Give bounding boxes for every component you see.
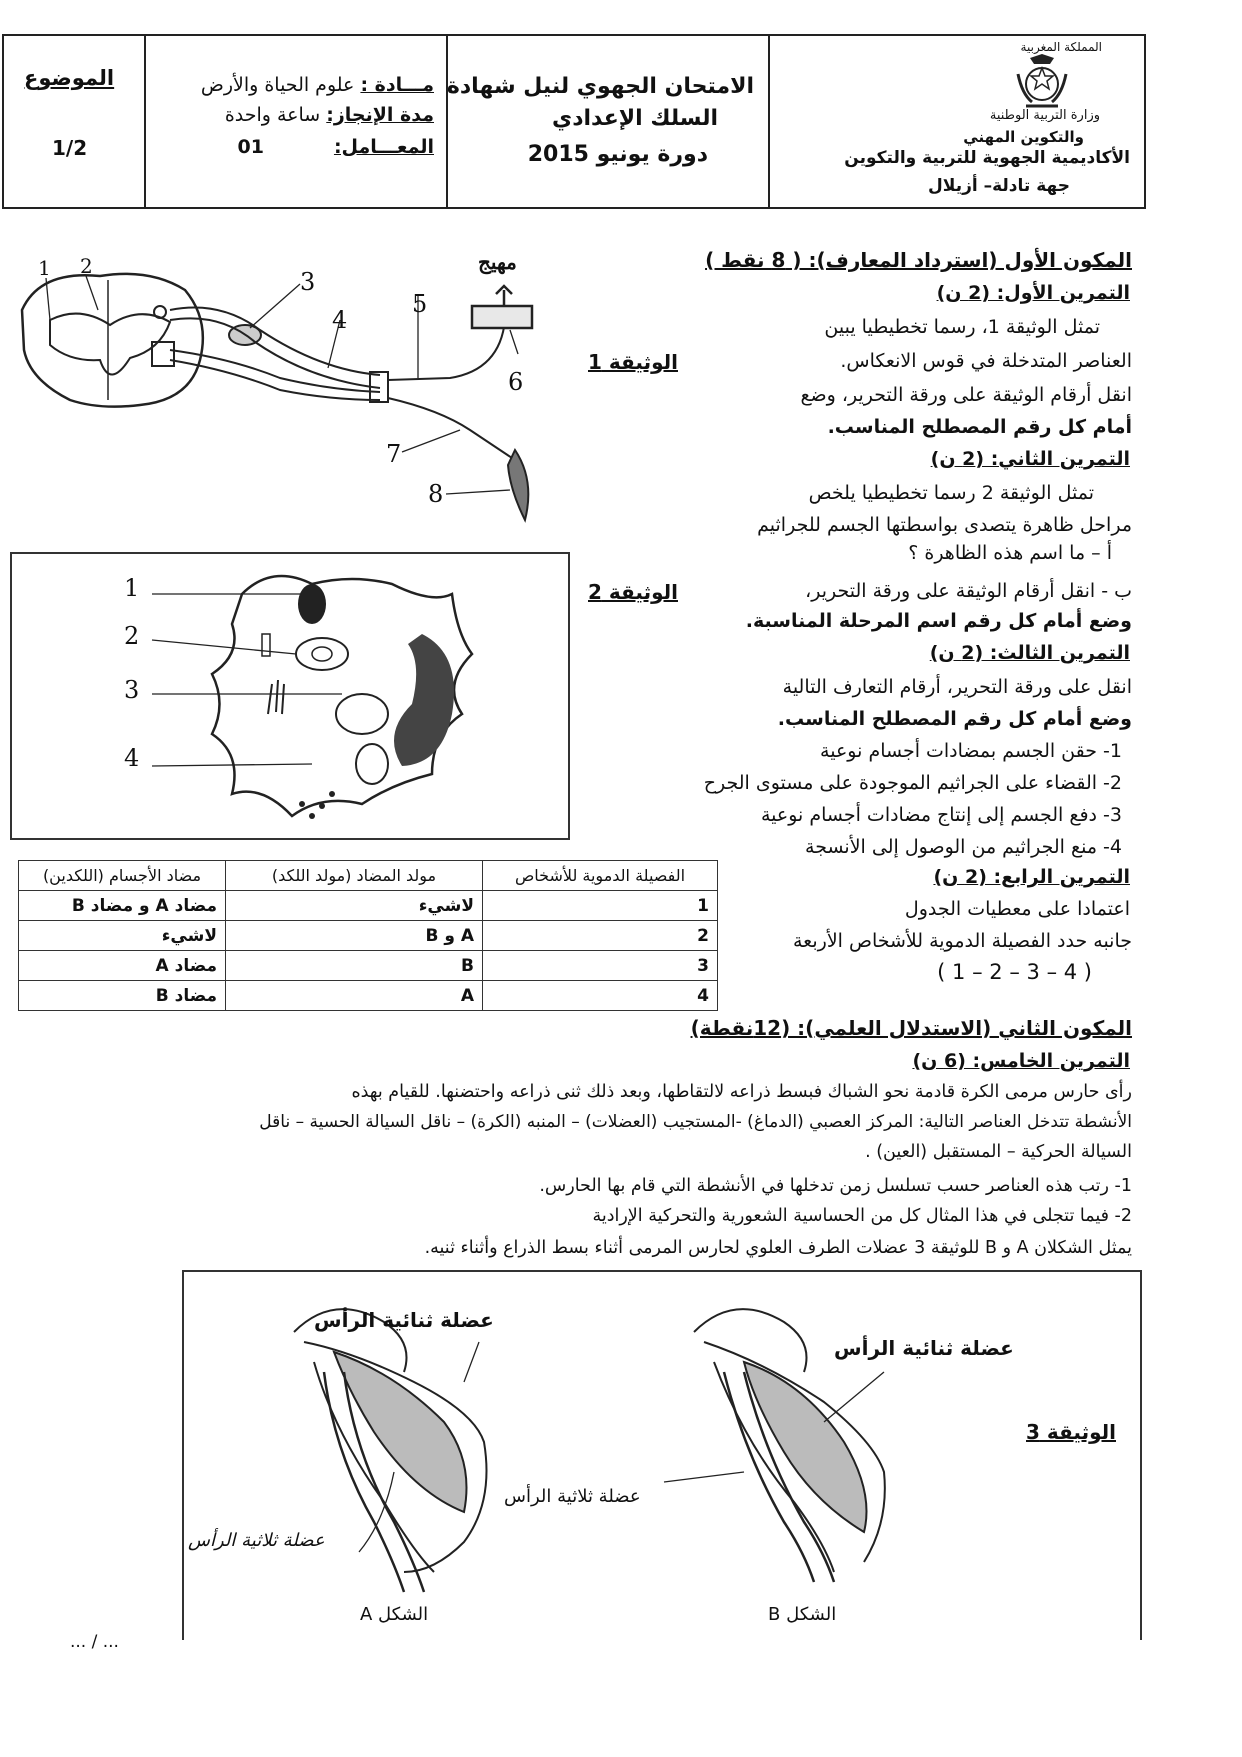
ex1-line1: تمثل الوثيقة 1، رسما تخطيطيا يبين [824, 316, 1100, 338]
table-cell: 4 [483, 981, 718, 1011]
ex1-title: التمرين الأول: (2 ن) [936, 282, 1130, 304]
duration-value: ساعة واحدة [224, 104, 321, 126]
table-header-row [19, 861, 718, 891]
table-row [19, 981, 718, 1011]
blood-group-table [18, 860, 718, 1011]
doc2-number-3: 3 [124, 676, 140, 704]
ex4-line2: جانبه حدد الفصيلة الدموية للأشخاص الأربعة [793, 930, 1132, 952]
table-cell: 1 [483, 891, 718, 921]
part1-title: المكون الأول (استرداد المعارف): ( 8 نقط ) [705, 248, 1132, 272]
table-row [19, 951, 718, 981]
exam-session: دورة يونيو 2015 [527, 142, 708, 167]
reflex-arc-drawing [10, 250, 570, 540]
subject-value: علوم الحياة والأرض [200, 74, 355, 96]
exam-cycle: السلك الإعدادي [552, 106, 718, 131]
ex1-line3: انقل أرقام الوثيقة على ورقة التحرير، وضع [800, 384, 1132, 406]
ex5-question-2: 2- فيما تتجلى في هذا المثال كل من الحساسية الشعورية والتحركية الإرادية [592, 1206, 1132, 1226]
table-cell: لاشيء [19, 921, 226, 951]
table-header: مولد المضاد (مولد اللكد) [226, 861, 483, 891]
doc2-number-2: 2 [124, 622, 140, 650]
topic-label: الموضوع [24, 66, 115, 90]
triceps-label-b: عضلة ثلاثية الرأس [504, 1486, 641, 1507]
table-cell: A [226, 981, 483, 1011]
doc1-label: الوثيقة 1 [588, 350, 678, 374]
ex3-item-4: 4- منع الجراثيم من الوصول إلى الأنسجة [805, 836, 1122, 858]
coef-label: المعـــامل: [333, 136, 434, 158]
region-name: جهة تادلة– أزيلال [928, 176, 1070, 196]
ex2-line2: مراحل ظاهرة يتصدى بواسطتها الجسم للجراثيم [757, 514, 1132, 536]
biceps-label-a: عضلة ثنائية الرأس [314, 1308, 494, 1332]
doc2-label: الوثيقة 2 [588, 580, 678, 604]
stimulus-caption: مهيج [478, 250, 517, 274]
ex2-line1: تمثل الوثيقة 2 رسما تخطيطيا يلخص [808, 482, 1094, 504]
table-row [19, 891, 718, 921]
coef-value: 01 [237, 136, 264, 158]
ex3-line1: انقل على ورقة التحرير، أرقام التعارف التالية [782, 676, 1132, 698]
exam-title-cell [446, 36, 768, 207]
ex2-line3: أ – ما اسم هذه الظاهرة ؟ [908, 542, 1112, 564]
exam-title: الامتحان الجهوي لنيل شهادة [446, 74, 754, 99]
doc1-number-2: 2 [80, 254, 93, 278]
triceps-label-a: عضلة ثلاثية الرأس [188, 1530, 325, 1551]
table-header: الفصيلة الدموية للأشخاص [483, 861, 718, 891]
table-cell: مضاد B [19, 981, 226, 1011]
ex5-line2: الأنشطة تتدخل العناصر التالية: المركز العصبي (الدماغ) -المستجيب (العضلات) – المنبه (الكرة) – ناقل السيالة الحسية – ناقل [259, 1112, 1132, 1132]
doc1-number-3: 3 [300, 268, 316, 296]
ex4-line3: ( 4 – 3 – 2 – 1 ) [937, 960, 1092, 984]
ex5-line3: السيالة الحركية – المستقبل (العين) . [865, 1142, 1132, 1162]
ex5-line4: يمثل الشكلان A و B للوثيقة 3 عضلات الطرف العلوي لحارس المرمى أثناء بسط الذراع وأثناء ثنيه. [424, 1238, 1132, 1258]
doc1-number-8: 8 [428, 480, 444, 508]
page-number: 1/2 [52, 136, 88, 160]
phagocytosis-drawing [12, 554, 568, 838]
ex1-line4: أمام كل رقم المصطلح المناسب. [827, 416, 1132, 438]
table-cell: لاشيء [226, 891, 483, 921]
ex5-title: التمرين الخامس: (6 ن) [912, 1050, 1130, 1072]
ex2-line4: ب - انقل أرقام الوثيقة على ورقة التحرير، [805, 580, 1132, 602]
table-row [19, 921, 718, 951]
table-cell: مضاد A [19, 951, 226, 981]
continued-marker: ... / ... [70, 1632, 119, 1652]
table-cell: مضاد A و مضاد B [19, 891, 226, 921]
academy-name: الأكاديمية الجهوية للتربية والتكوين [844, 148, 1130, 168]
subject-cell [144, 36, 446, 207]
biceps-label-b: عضلة ثنائية الرأس [834, 1336, 1014, 1360]
exam-header [2, 34, 1146, 209]
doc3-arm-muscles-figure [182, 1270, 1142, 1640]
subject-label: مـــادة : [360, 74, 434, 96]
table-cell: B [226, 951, 483, 981]
doc3-label: الوثيقة 3 [1026, 1420, 1116, 1444]
ministry-line-1: وزارة التربية الوطنية [989, 108, 1100, 123]
doc1-number-1: 1 [38, 256, 51, 280]
ex2-title: التمرين الثاني: (2 ن) [930, 448, 1130, 470]
kingdom-name: المملكة المغربية [1020, 40, 1102, 54]
doc1-number-5: 5 [412, 290, 428, 318]
ex5-line1: رأى حارس مرمى الكرة قادمة نحو الشباك فبسط ذراعه لالتقاطها، وبعد ذلك ثنى ذراعه واحتضنها. للقيام بهذه [351, 1082, 1132, 1102]
ministry-line-2: والتكوين المهني [963, 128, 1084, 146]
ex3-line2: وضع أمام كل رقم المصطلح المناسب. [777, 708, 1132, 730]
table-cell: 2 [483, 921, 718, 951]
doc2-number-4: 4 [124, 744, 140, 772]
ex1-line2: العناصر المتدخلة في قوس الانعكاس. [840, 350, 1132, 372]
doc2-number-1: 1 [124, 574, 140, 602]
doc1-reflex-arc-figure [10, 250, 570, 540]
ex3-item-2: 2- القضاء على الجراثيم الموجودة على مستوى الجرح [703, 772, 1122, 794]
table-cell: A و B [226, 921, 483, 951]
ex5-question-1: 1- رتب هذه العناصر حسب تسلسل زمن تدخلها في الأنشطة التي قام بها الحارس. [539, 1176, 1132, 1196]
part2-title: المكون الثاني (الاستدلال العلمي): (12نقطة) [690, 1016, 1132, 1040]
ex3-item-1: 1- حقن الجسم بمضادات أجسام نوعية [820, 740, 1122, 762]
doc1-number-6: 6 [508, 368, 524, 396]
ex4-line1: اعتمادا على معطيات الجدول [904, 898, 1130, 920]
ex4-title: التمرين الرابع: (2 ن) [933, 866, 1130, 888]
table-cell: 3 [483, 951, 718, 981]
doc2-phagocytosis-figure [10, 552, 570, 840]
ex2-line5: وضع أمام كل رقم اسم المرحلة المناسبة. [745, 610, 1132, 632]
ex3-item-3: 3- دفع الجسم إلى إنتاج مضادات أجسام نوعية [760, 804, 1122, 826]
figure-a-caption: الشكل A [360, 1604, 429, 1625]
doc1-number-7: 7 [386, 440, 402, 468]
institution-cell [768, 36, 1144, 207]
table-header: مضاد الأجسام (اللكدين) [19, 861, 226, 891]
duration-label: مدة الإنجاز: [326, 104, 434, 126]
topic-cell [4, 36, 144, 207]
ex3-title: التمرين الثالث: (2 ن) [929, 642, 1130, 664]
figure-b-caption: الشكل B [768, 1604, 837, 1625]
moroccan-emblem-icon [1012, 54, 1072, 112]
doc1-number-4: 4 [332, 306, 348, 334]
